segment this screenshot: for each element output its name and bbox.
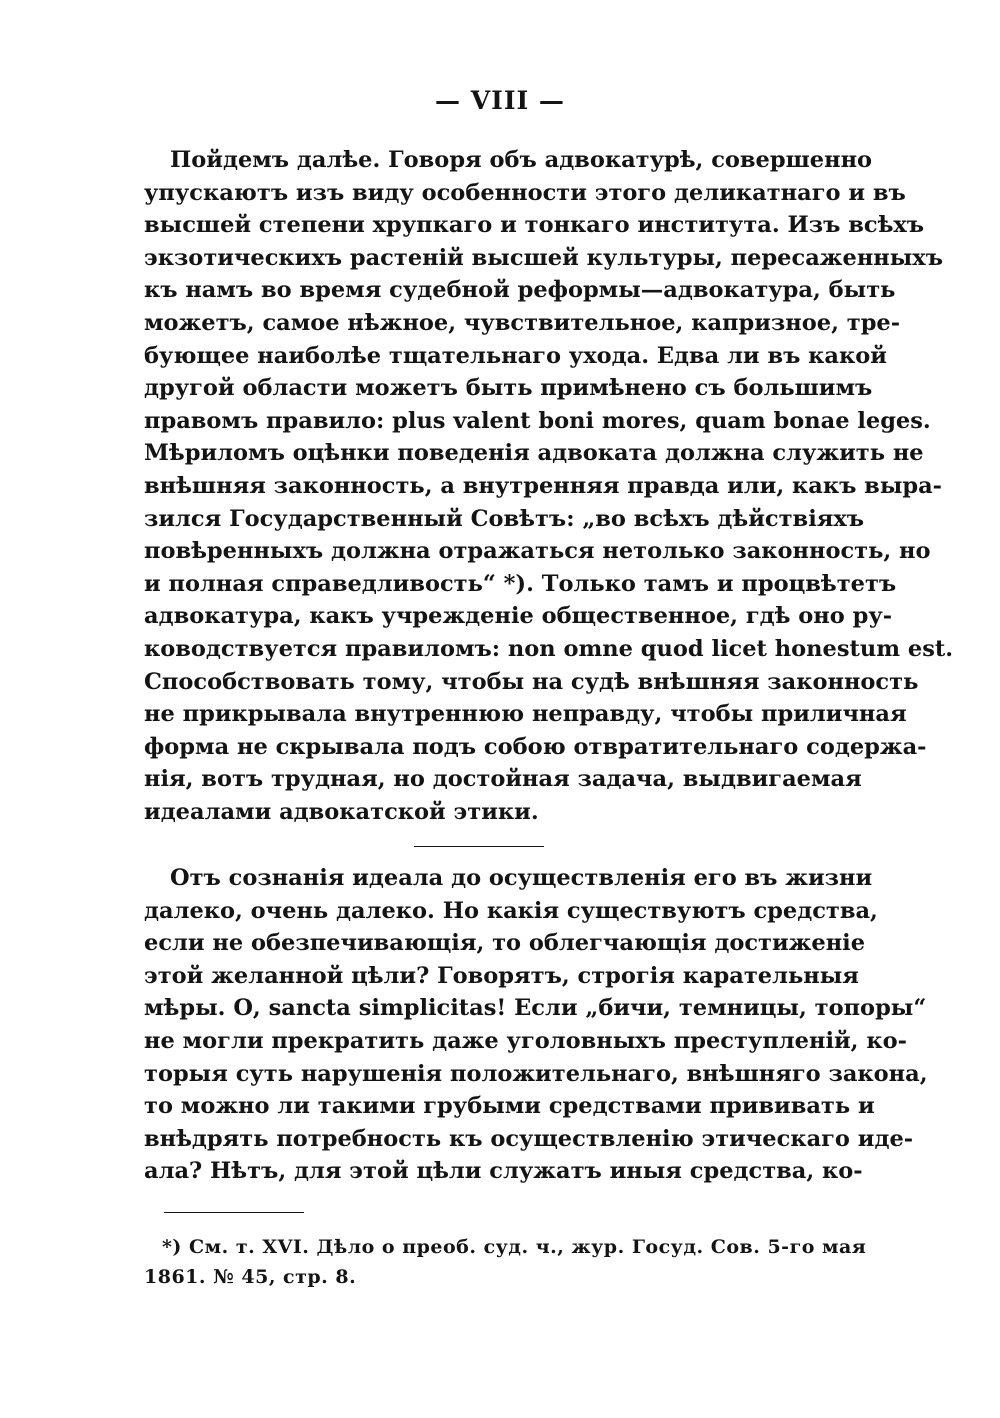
- section-separator: [414, 846, 544, 847]
- text-line: внѣдрять потребность къ осуществленiю этическаго иде-: [144, 1125, 914, 1152]
- text-line: адвокатура, какъ учрежденiе общественное, гдѣ оно ру-: [144, 603, 893, 630]
- page-number: — VIII —: [435, 86, 565, 115]
- text-line: внѣшняя законность, а внутренняя правда или, какъ выра-: [144, 472, 943, 499]
- footnote-line: *) См. т. XVI. Дѣло о преоб. суд. ч., жур. Госуд. Сов. 5-го мая: [162, 1236, 867, 1258]
- text-line: бующее наиболѣе тщательнаго ухода. Едва ли въ какой: [144, 342, 887, 369]
- text-line: повѣренныхъ должна отражаться нетолько законность, но: [144, 538, 931, 565]
- text-line: форма не скрывала подъ собою отвратительнаго содержа-: [144, 733, 927, 760]
- text-line: если не обезпечивающiя, то облегчающiя достиженiе: [144, 930, 866, 957]
- footnote-line: 1861. № 45, стр. 8.: [144, 1266, 357, 1288]
- text-line: Пойдемъ далѣе. Говоря объ адвокатурѣ, совершенно: [170, 147, 873, 173]
- text-line: ководствуется правиломъ: non omne quod licet honestum est.: [144, 635, 954, 662]
- text-line: упускаютъ изъ виду особенности этого деликатнаго и въ: [144, 179, 906, 206]
- text-line: и полная справедливость“ *). Только тамъ и процвѣтетъ: [144, 570, 897, 597]
- text-line: мѣры. О, sancta simplicitas! Если „бичи, темницы, топоры“: [144, 995, 927, 1022]
- paragraph-1: [144, 144, 954, 828]
- text-line: ала? Нѣтъ, для этой цѣли служатъ иныя средства, ко-: [144, 1158, 863, 1185]
- text-line: другой области можетъ быть примѣнено съ большимъ: [144, 375, 873, 402]
- text-line: далеко, очень далеко. Но какiя существуютъ средства,: [144, 897, 878, 924]
- text-line: экзотическихъ растенiй высшей культуры, пересаженныхъ: [144, 244, 943, 271]
- text-line: зился Государственный Совѣтъ: „во всѣхъ дѣйствiяхъ: [144, 505, 865, 532]
- text-line: торыя суть нарушенiя положительнаго, внѣшняго закона,: [144, 1060, 928, 1087]
- text-line: то можно ли такими грубыми средствами прививать и: [144, 1093, 875, 1120]
- text-line: правомъ правило: plus valent boni mores, quam bonae leges.: [144, 407, 931, 434]
- footnote-rule: [164, 1212, 304, 1213]
- text-line: Мѣриломъ оцѣнки поведенiя адвоката должна служить не: [144, 440, 924, 467]
- paragraph-2: [144, 862, 928, 1188]
- text-line: не прикрывала внутреннюю неправду, чтобы приличная: [144, 701, 907, 728]
- text-line: Способствовать тому, чтобы на судѣ внѣшняя законность: [144, 668, 919, 695]
- text-line: идеалами адвокатской этики.: [144, 798, 539, 825]
- text-line: Отъ сознанiя идеала до осуществленiя его въ жизни: [170, 865, 873, 891]
- text-line: не могли прекратить даже уголовныхъ преступленiй, ко-: [144, 1027, 907, 1054]
- text-line: можетъ, самое нѣжное, чувствительное, капризное, тре-: [144, 309, 901, 336]
- text-line: высшей степени хрупкаго и тонкаго института. Изъ всѣхъ: [144, 212, 925, 239]
- text-line: къ намъ во время судебной реформы—адвокатура, быть: [144, 277, 896, 304]
- text-line: этой желанной цѣли? Говорятъ, строгiя карательныя: [144, 962, 859, 989]
- footnote: [144, 1232, 867, 1292]
- text-line: нiя, вотъ трудная, но достойная задача, выдвигаемая: [144, 766, 862, 793]
